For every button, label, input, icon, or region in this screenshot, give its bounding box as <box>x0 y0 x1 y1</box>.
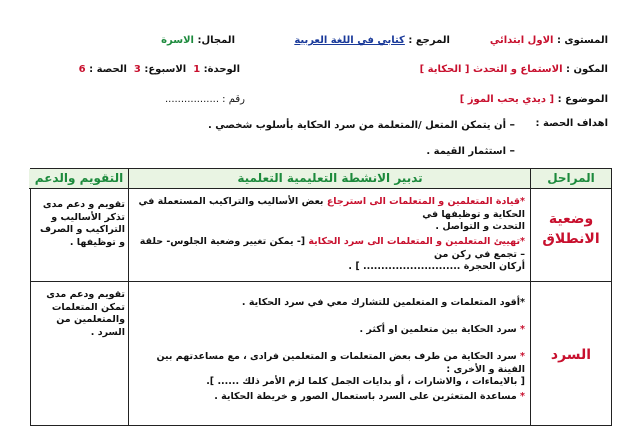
topic-field <box>460 94 608 105</box>
activity-prepare-text: [- يمكن تغيير وضعية الجلوس- حلقة – تجمع في ركن من <box>139 236 525 260</box>
row-divider <box>31 281 611 282</box>
topic-label: الموضوع : <box>557 94 608 105</box>
stage-launch <box>535 209 607 249</box>
domain-value: الاسرة <box>161 35 194 46</box>
goal-1-text: أن يتمكن المتعل /المتعلمة من سرد الحكاية بأسلوب شخصي . <box>207 120 507 131</box>
reference-label: المرجع : <box>408 35 450 46</box>
week-value: 3 <box>133 64 141 75</box>
activity-pairs-text: سرد الحكاية بين متعلمين او أكثر . <box>359 324 517 335</box>
reference-field <box>294 35 450 46</box>
stage-narration: السرد <box>550 347 592 363</box>
activity-individual-line2: [ بالايماءات ، والاشارات ، أو بدايات الجمل كلما لزم الأمر ذلك ...... ]. <box>206 376 525 387</box>
activity-prepare-line2: أركان الحجرة ........................... ] . <box>348 261 525 272</box>
col-divider <box>128 169 129 425</box>
activity-recall <box>133 196 525 234</box>
activity-recall-highlight: *قيادة المتعلمين و المتعلمات الى استرجاع <box>326 196 525 207</box>
header-evaluation: التقويم والدعم <box>29 169 129 189</box>
level-field <box>490 35 608 46</box>
activity-prepare <box>133 236 525 274</box>
activity-prepare-highlight: *تهييئ المتعلمين و المتعلمات الى سرد الحكاية <box>308 236 525 247</box>
lesson-table <box>30 168 612 426</box>
level-label: المستوى : <box>556 35 608 46</box>
session-value: 6 <box>78 64 86 75</box>
activity-individual: * سرد الحكاية من طرف بعض المتعلمات و المتعلمين فرادى ، مع مساعدتهم بين الفينة و الأخرى : [ بالايماءات ، والاشارات ، أو بدايات الجمل كلما لزم الأمر ذلك ...... ]. <box>133 351 525 389</box>
activity-recall-line2: التحدث و التواصل . <box>435 221 525 232</box>
header-stages: المراحل <box>531 169 611 189</box>
activity-individual-line1: سرد الحكاية من طرف بعض المتعلمات و المتعلمين فرادى ، مع مساعدتهم بين الفينة و الأخرى : <box>156 351 525 375</box>
component-field <box>420 64 608 75</box>
topic-value: [ ديدي يحب الموز ] <box>459 94 555 105</box>
domain-field <box>161 35 235 46</box>
session-label: الحصة : <box>89 64 127 75</box>
unit-week-session <box>79 64 240 75</box>
evaluation-launch: تقويم و دعم مدى تذكر الأساليب و التراكيب و الصرف و توظيفها . <box>40 199 125 248</box>
header-activities: تدبير الانشطة التعليمية التعلمية <box>129 169 531 189</box>
stage-launch-line2: الانطلاق <box>542 231 600 247</box>
activity-lead: *أقود المتعلمات و المتعلمين للتشارك معي في سرد الحكاية . <box>241 297 525 308</box>
stage-launch-line1: وضعية <box>548 211 594 227</box>
level-value: الاول ابتدائي <box>489 35 554 46</box>
goal-2: – استثمار القيمة . <box>426 144 515 157</box>
component-label: المكون : <box>566 64 608 75</box>
goal-2-text: استثمار القيمة . <box>426 146 507 157</box>
evaluation-narration: تقويم ودعم مدى تمكن المتعلمات والمتعلمين من السرد . <box>46 289 125 338</box>
activity-support-text: مساعدة المتعثرين على السرد باستعمال الصور و خريطة الحكاية . <box>214 391 517 402</box>
component-value: الاستماع و التحدث [ الحكاية ] <box>419 64 563 75</box>
activity-pairs: * سرد الحكاية بين متعلمين او أكثر . <box>359 324 525 335</box>
unit-value: 1 <box>193 64 201 75</box>
number-field: رقم : ................. <box>164 94 245 105</box>
activity-recall-text: بعض الأساليب والتراكيب المستعملة في الحكاية و توظيفها في <box>138 196 525 220</box>
domain-label: المجال: <box>197 35 235 46</box>
activity-support: * مساعدة المتعثرين على السرد باستعمال الصور و خريطة الحكاية . <box>214 391 525 402</box>
goal-1: – أن يتمكن المتعل /المتعلمة من سرد الحكاية بأسلوب شخصي . <box>207 118 515 131</box>
col-divider <box>530 169 531 425</box>
reference-value: كتابي في اللغة العربية <box>294 35 405 46</box>
unit-label: الوحدة: <box>203 64 240 75</box>
goals-label: اهداف الحصة : <box>535 118 608 129</box>
week-label: الاسبوع: <box>144 64 187 75</box>
